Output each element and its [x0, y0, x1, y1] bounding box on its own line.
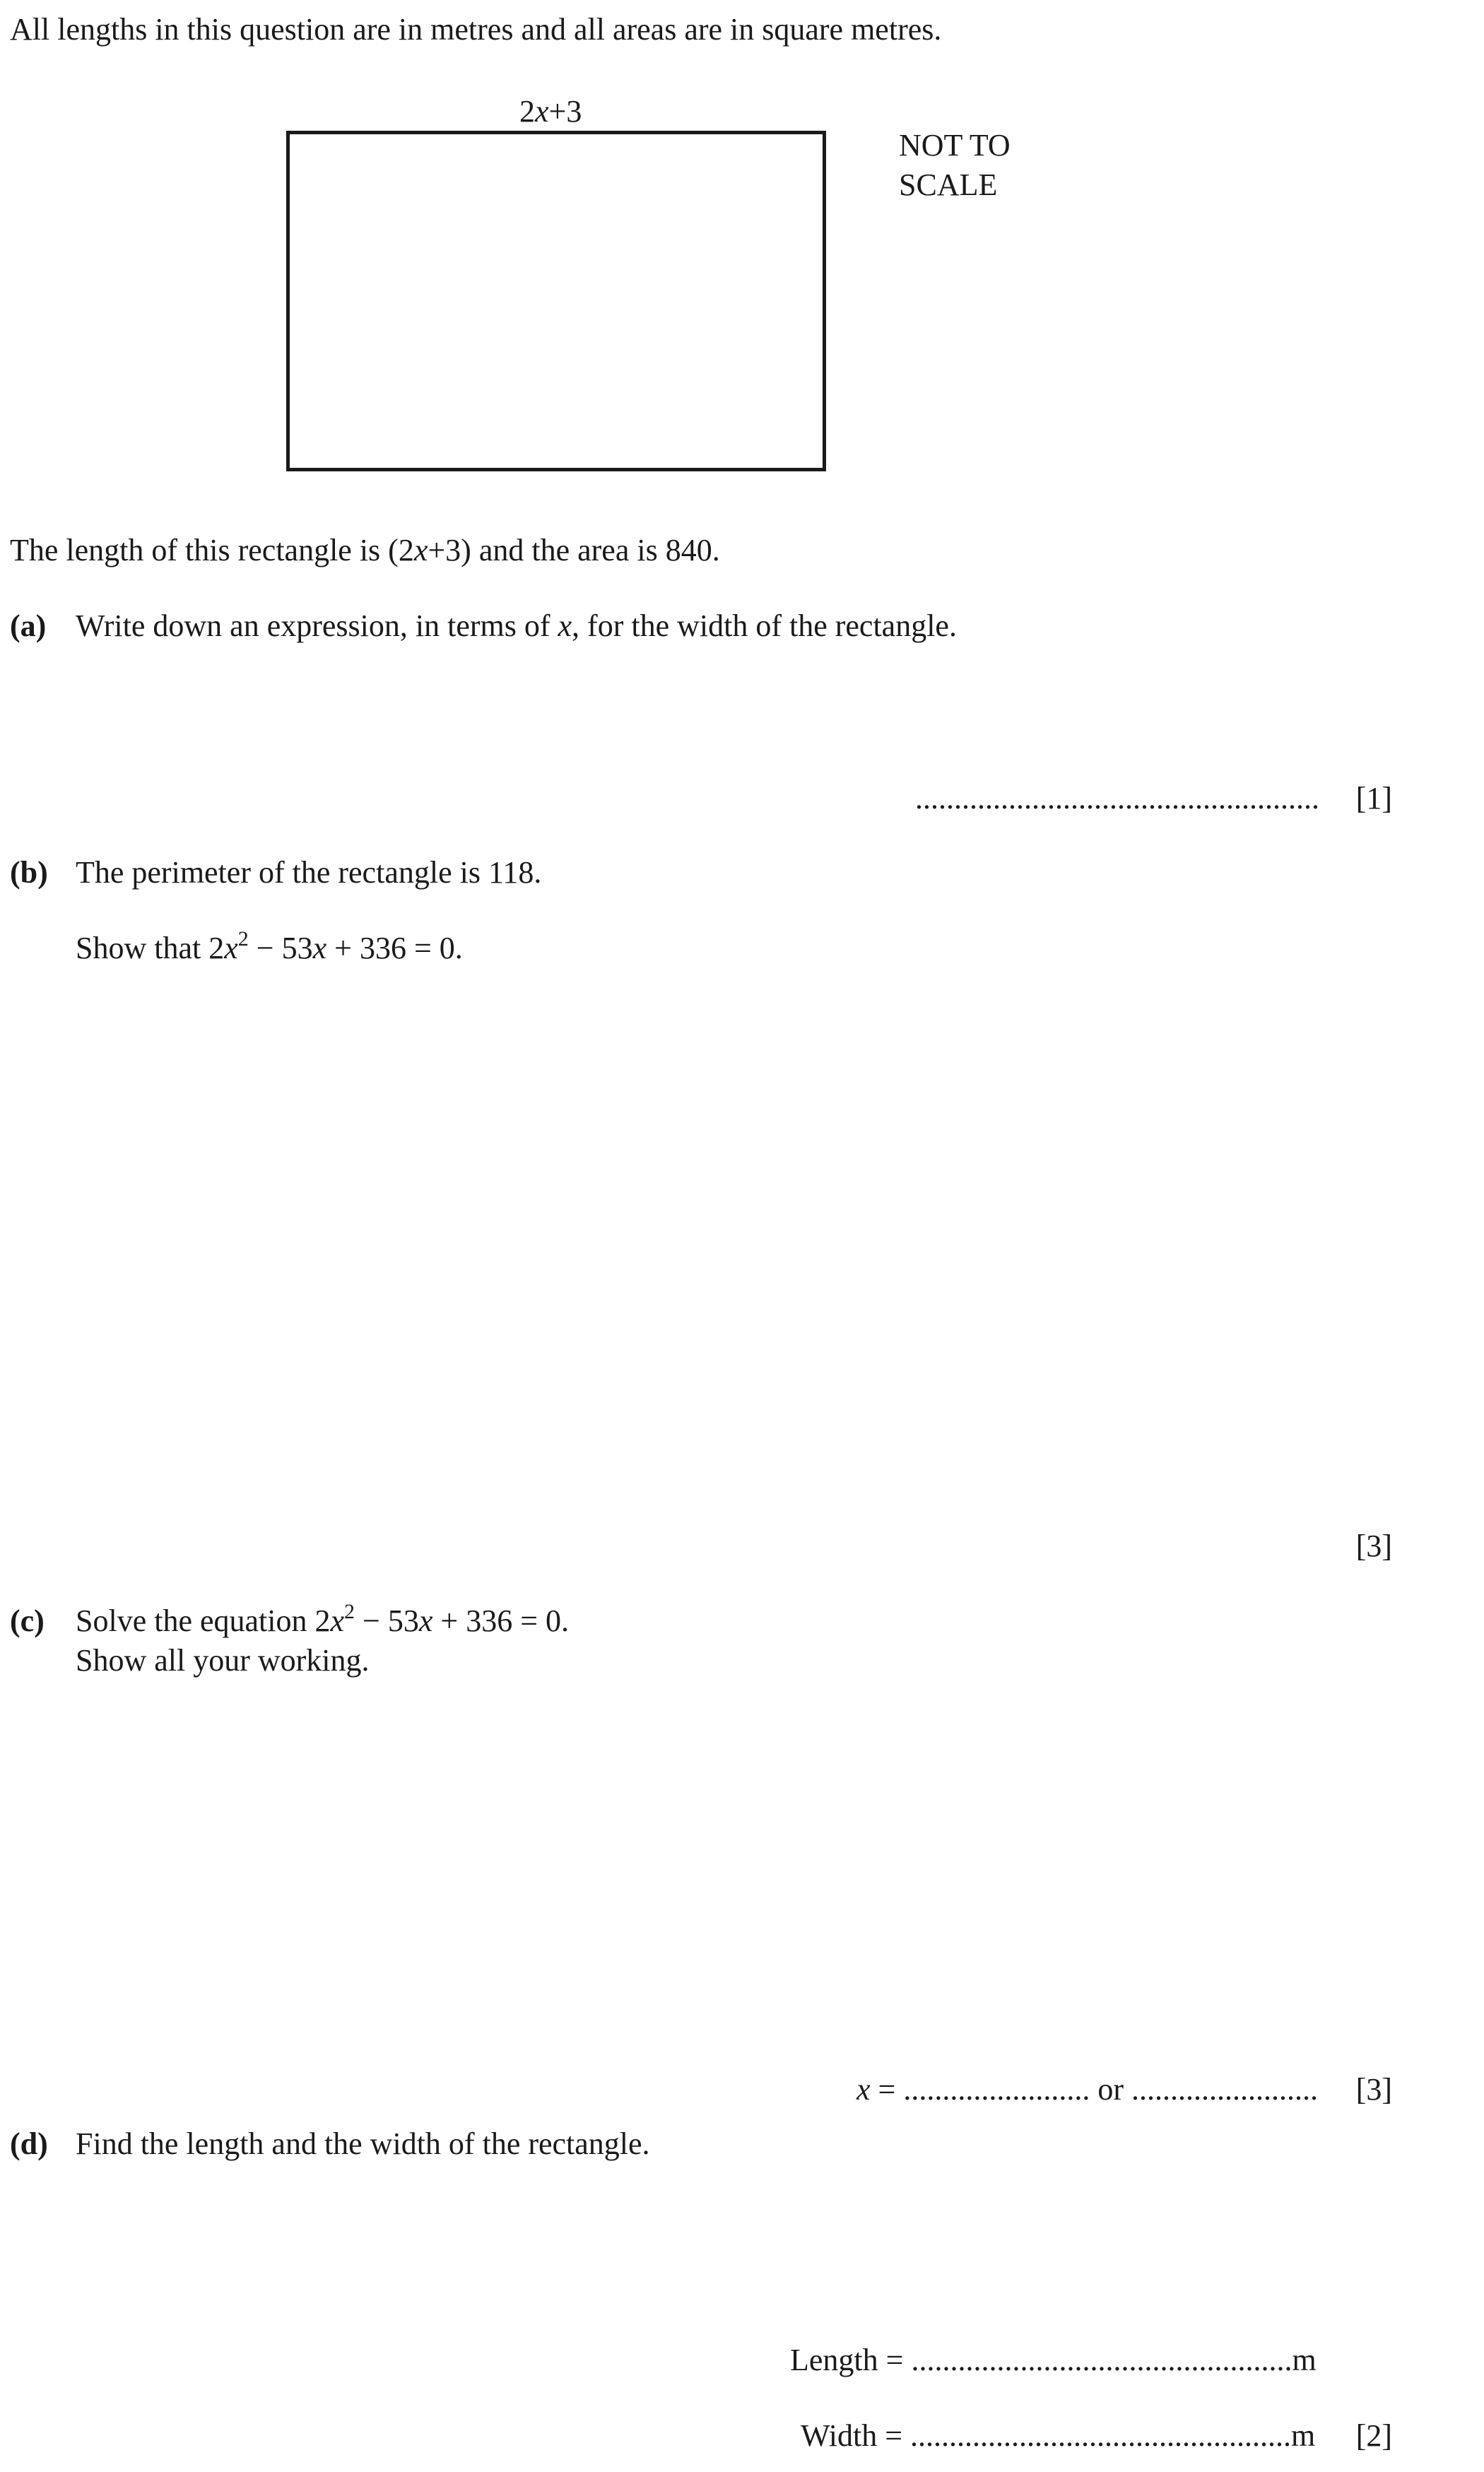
part-d-question: Find the length and the width of the rectangle.	[76, 2126, 650, 2161]
stem-before: The length of this rectangle is (2	[10, 533, 414, 567]
width-label: Width =	[801, 2418, 911, 2453]
part-a-question	[76, 608, 957, 643]
not-to-scale-line2: SCALE	[899, 167, 998, 202]
part-c-tail: + 336 = 0.	[432, 1603, 570, 1638]
part-c-answer-or: or	[1090, 2072, 1132, 2107]
part-c-exp: 2	[344, 1600, 355, 1623]
part-b-exp: 2	[237, 927, 249, 950]
part-b-var1: x	[224, 931, 238, 965]
part-b-show-prefix: Show that 2	[76, 931, 225, 965]
part-b-tail: + 336 = 0.	[326, 931, 463, 965]
part-c-equation	[76, 1600, 570, 1638]
question-stem	[10, 535, 720, 566]
part-b-label: (b)	[10, 855, 48, 890]
part-b-show-equation	[76, 927, 463, 965]
not-to-scale-line1: NOT TO	[899, 128, 1011, 163]
part-c-line2: Show all your working.	[76, 1643, 370, 1678]
length-label: Length =	[790, 2343, 912, 2377]
part-a-text-before: Write down an expression, in terms of	[76, 608, 558, 643]
rectangle-length-label	[519, 96, 582, 127]
part-c-answer-row	[856, 2074, 1318, 2105]
rect-label-var: x	[535, 94, 549, 129]
part-c-answer-var: x	[856, 2072, 871, 2107]
part-c-prefix: Solve the equation 2	[76, 1603, 331, 1638]
part-d-marks: [2]	[1355, 2418, 1392, 2453]
part-b-line1: The perimeter of the rectangle is 118.	[76, 855, 542, 890]
part-a-answer-line[interactable]: ....................................................	[915, 781, 1319, 816]
stem-var: x	[413, 533, 428, 567]
width-answer-line[interactable]: .................................................	[910, 2418, 1292, 2453]
width-unit: m	[1291, 2418, 1316, 2453]
width-answer-row	[801, 2420, 1315, 2452]
part-a-marks: [1]	[1355, 781, 1392, 816]
part-c-answer-2[interactable]: ........................	[1131, 2072, 1319, 2107]
part-c-answer-1[interactable]: ........................	[903, 2072, 1090, 2107]
part-a-text-after: , for the width of the rectangle.	[572, 608, 957, 643]
part-b-var2: x	[312, 931, 327, 965]
stem-after: +3) and the area is 840.	[428, 533, 720, 567]
part-c-var1: x	[330, 1603, 345, 1638]
part-b-marks: [3]	[1355, 1529, 1392, 1563]
part-c-mid: − 53	[355, 1603, 419, 1638]
part-c-answer-eq: =	[870, 2072, 904, 2107]
rect-label-rest: +3	[548, 94, 582, 129]
intro-text: All lengths in this question are in metres and all areas are in square metres.	[10, 12, 942, 47]
rect-label-coef: 2	[519, 94, 535, 129]
part-c-var2: x	[418, 1603, 433, 1638]
part-a-label: (a)	[10, 608, 47, 643]
part-a-var: x	[558, 608, 572, 643]
part-d-label: (d)	[10, 2126, 48, 2161]
length-unit: m	[1292, 2343, 1317, 2377]
part-c-label: (c)	[10, 1603, 45, 1638]
part-c-marks: [3]	[1355, 2072, 1392, 2107]
rectangle-diagram	[286, 131, 826, 471]
length-answer-row	[790, 2345, 1317, 2376]
length-answer-line[interactable]: .................................................	[911, 2343, 1292, 2377]
part-b-mid: − 53	[248, 931, 313, 965]
